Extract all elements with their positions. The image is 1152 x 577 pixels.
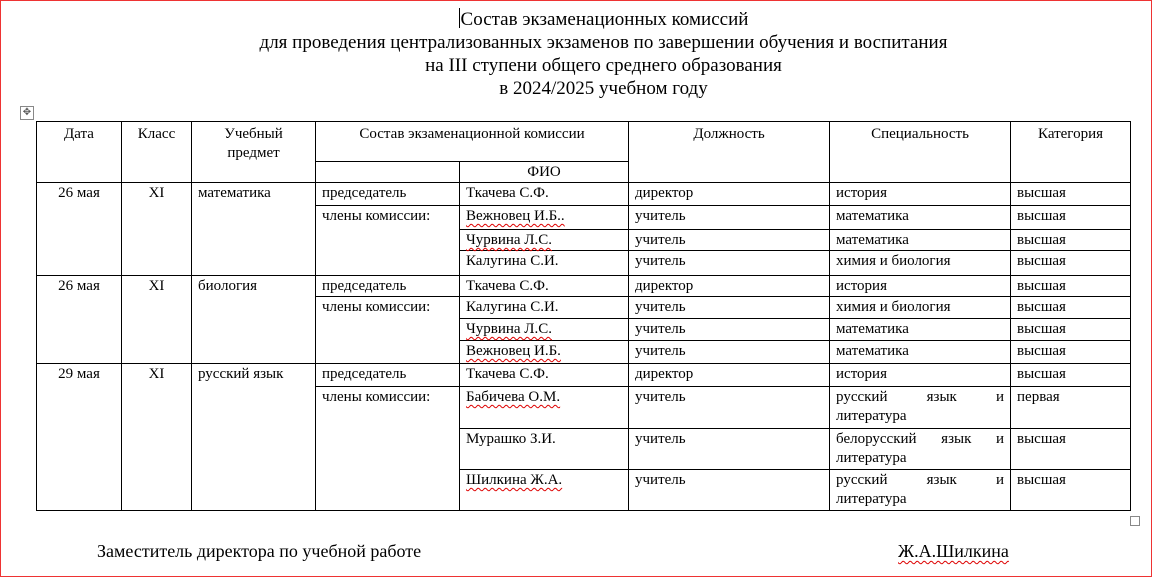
cell-name: Ткачева С.Ф. (460, 364, 629, 387)
cell-name: Ткачева С.Ф. (460, 183, 629, 206)
cell-chair-label: председатель (316, 364, 460, 387)
cell-name: Чурвина Л.С. (466, 321, 552, 337)
header-subject: Учебный предмет (192, 122, 316, 183)
cell-category: высшая (1011, 276, 1131, 297)
cell-name: Калугина С.И. (460, 297, 629, 319)
cell-specialty-line-2: литература (836, 491, 907, 507)
cell-specialty (830, 387, 1011, 429)
cell-specialty: математика (830, 206, 1011, 230)
footer-signature-name: Ж.А.Шилкина (898, 541, 1009, 561)
cell-specialty (830, 470, 1011, 511)
cell-specialty: математика (830, 341, 1011, 364)
cell-position: директор (629, 276, 830, 297)
title-line-1: Состав экзаменационных комиссий (460, 9, 749, 30)
cell-subject: биология (192, 276, 316, 364)
cell-specialty-line-1: русский язык и (836, 472, 1005, 488)
cell-specialty: история (830, 364, 1011, 387)
document-title (0, 8, 1152, 100)
cell-members-label: члены комиссии: (316, 387, 460, 511)
cell-subject: русский язык (192, 364, 316, 511)
header-empty (316, 162, 460, 183)
cell-category: высшая (1011, 251, 1131, 276)
cell-specialty: математика (830, 230, 1011, 251)
commission-table (36, 121, 1131, 511)
cell-position: директор (629, 183, 830, 206)
cell-category: высшая (1011, 183, 1131, 206)
footer-position: Заместитель директора по учебной работе (97, 541, 422, 561)
cell-class: XI (122, 364, 192, 511)
cell-specialty: химия и биология (830, 297, 1011, 319)
cell-category: высшая (1011, 230, 1131, 251)
title-line-4: в 2024/2025 учебном году (499, 78, 708, 99)
header-class: Класс (122, 122, 192, 183)
cell-category: высшая (1011, 319, 1131, 341)
cell-specialty: химия и биология (830, 251, 1011, 276)
table-row (37, 276, 1131, 297)
cell-category: высшая (1011, 470, 1131, 511)
table-row (37, 183, 1131, 206)
cell-position: учитель (629, 319, 830, 341)
cell-specialty-line-1: белорусский язык и (836, 431, 1005, 447)
title-line-2: для проведения централизованных экзаменов по завершении обучения и воспитания (259, 32, 948, 53)
cell-name: Калугина С.И. (460, 251, 629, 276)
cell-specialty-line-2: литература (836, 408, 907, 424)
cell-category: высшая (1011, 341, 1131, 364)
cell-specialty: история (830, 276, 1011, 297)
table-resize-handle[interactable] (1130, 516, 1140, 526)
cell-chair-label: председатель (316, 183, 460, 206)
cell-position: учитель (629, 230, 830, 251)
header-specialty: Специальность (830, 122, 1011, 183)
cell-name: Мурашко З.И. (460, 429, 629, 470)
cell-position: учитель (629, 341, 830, 364)
cell-position: учитель (629, 206, 830, 230)
cell-position: учитель (629, 387, 830, 429)
cell-name: Вежновец И.Б. (466, 343, 561, 359)
cell-class: XI (122, 183, 192, 276)
title-line-3: на III ступени общего среднего образования (425, 55, 782, 76)
cell-specialty (830, 429, 1011, 470)
header-commission: Состав экзаменационной комиссии (316, 122, 629, 162)
cell-category: первая (1011, 387, 1131, 429)
cell-category: высшая (1011, 297, 1131, 319)
cell-position: учитель (629, 429, 830, 470)
cell-members-label: члены комиссии: (316, 297, 460, 364)
table-move-handle-icon[interactable]: ✥ (20, 106, 34, 120)
cell-date: 29 мая (37, 364, 122, 511)
cell-name: Шилкина Ж.А. (466, 472, 563, 488)
header-category: Категория (1011, 122, 1131, 183)
header-date: Дата (37, 122, 122, 183)
cell-date: 26 мая (37, 276, 122, 364)
cell-category: высшая (1011, 206, 1131, 230)
cell-name: Чурвина Л.С. (466, 232, 552, 248)
cell-date: 26 мая (37, 183, 122, 276)
header-fio: ФИО (460, 162, 629, 183)
text-cursor (459, 8, 460, 28)
cell-category: высшая (1011, 364, 1131, 387)
cell-position: учитель (629, 470, 830, 511)
cell-position: учитель (629, 251, 830, 276)
cell-specialty-line-1: русский язык и (836, 389, 1005, 405)
cell-class: XI (122, 276, 192, 364)
cell-specialty: математика (830, 319, 1011, 341)
cell-members-label: члены комиссии: (316, 206, 460, 276)
cell-chair-label: председатель (316, 276, 460, 297)
header-position: Должность (629, 122, 830, 183)
table-row (37, 364, 1131, 387)
cell-subject: математика (192, 183, 316, 276)
cell-name: Бабичева О.М. (466, 389, 561, 405)
cell-specialty: история (830, 183, 1011, 206)
cell-specialty-line-2: литература (836, 450, 907, 466)
cell-name: Ткачева С.Ф. (460, 276, 629, 297)
cell-name: Вежновец И.Б.. (466, 208, 565, 224)
cell-category: высшая (1011, 429, 1131, 470)
cell-position: учитель (629, 297, 830, 319)
cell-position: директор (629, 364, 830, 387)
